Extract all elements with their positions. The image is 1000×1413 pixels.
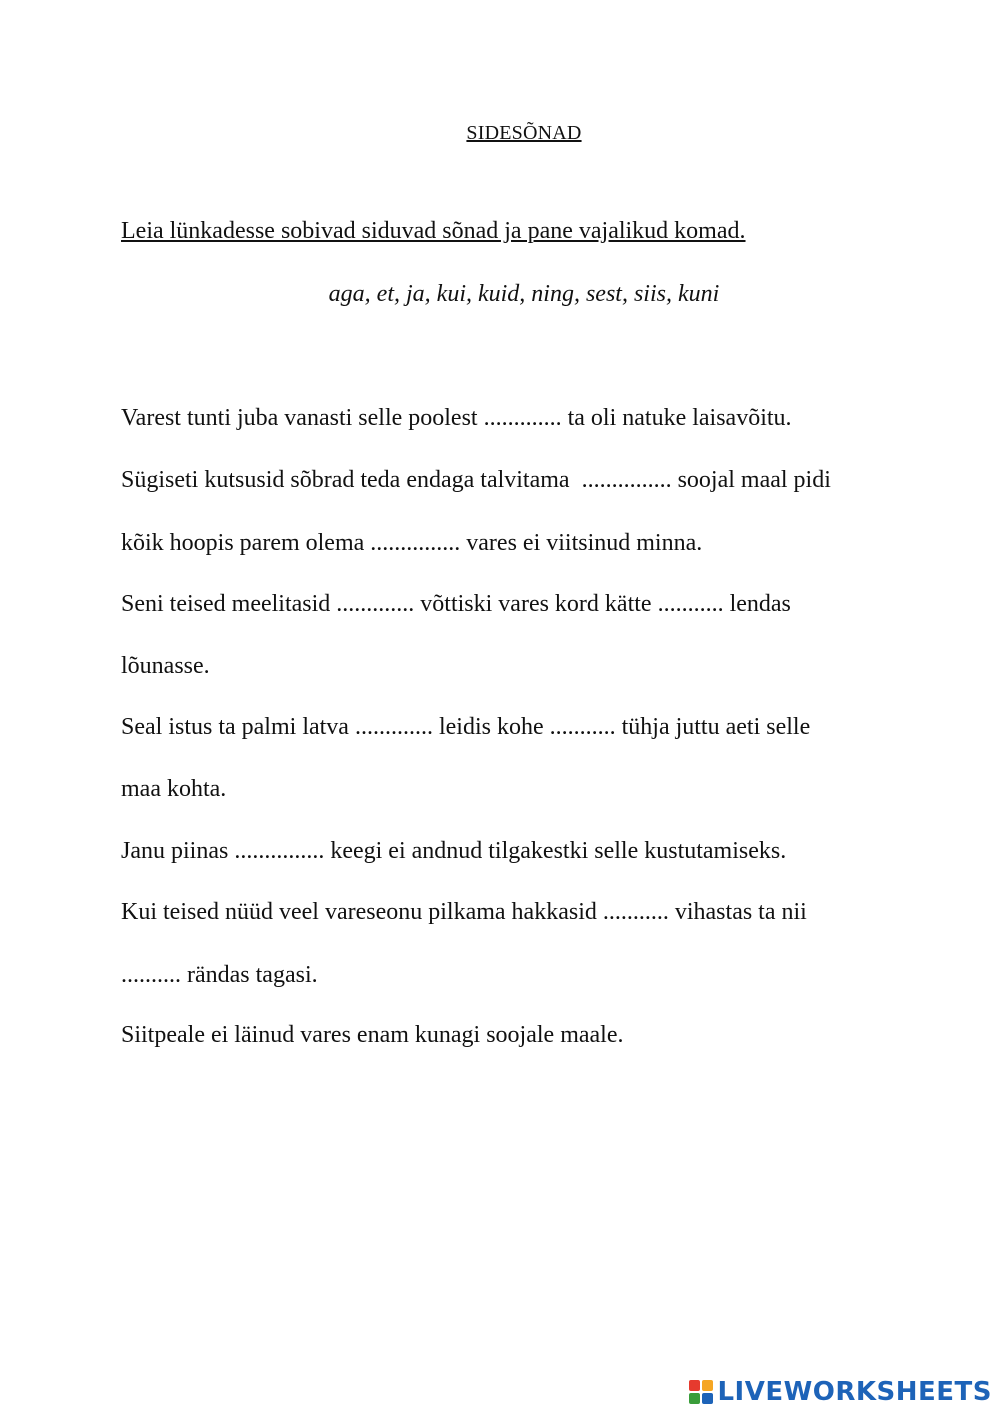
exercise-line: Kui teised nüüd veel vareseonu pilkama hakkasid ........... vihastas ta nii (121, 899, 807, 925)
worksheet-title: SIDESÕNAD (466, 122, 582, 144)
exercise-line: Varest tunti juba vanasti selle poolest ............. ta oli natuke laisavõitu. (121, 405, 792, 431)
worksheet-instruction: Leia lünkadesse sobivad siduvad sõnad ja pane vajalikud komad. (121, 218, 746, 244)
exercise-line: Sügiseti kutsusid sõbrad teda endaga talvitama ............... soojal maal pidi (121, 467, 831, 493)
liveworksheets-logo-icon (689, 1380, 713, 1404)
word-bank: aga, et, ja, kui, kuid, ning, sest, siis, kuni (328, 281, 720, 307)
exercise-line: kõik hoopis parem olema ............... vares ei viitsinud minna. (121, 530, 703, 556)
exercise-line: .......... rändas tagasi. (121, 962, 318, 988)
exercise-line: Seal istus ta palmi latva ............. leidis kohe ........... tühja juttu aeti selle (121, 714, 811, 740)
exercise-line: Seni teised meelitasid ............. võttiski vares kord kätte ........... lendas (121, 591, 791, 617)
exercise-line: Siitpeale ei läinud vares enam kunagi soojale maale. (121, 1022, 624, 1048)
exercise-line: Janu piinas ............... keegi ei andnud tilgakestki selle kustutamiseks. (121, 838, 787, 864)
exercise-line: lõunasse. (121, 653, 210, 679)
liveworksheets-logo (689, 1377, 992, 1407)
logo-text: LIVEWORKSHEETS (717, 1377, 992, 1407)
exercise-line: maa kohta. (121, 776, 227, 802)
